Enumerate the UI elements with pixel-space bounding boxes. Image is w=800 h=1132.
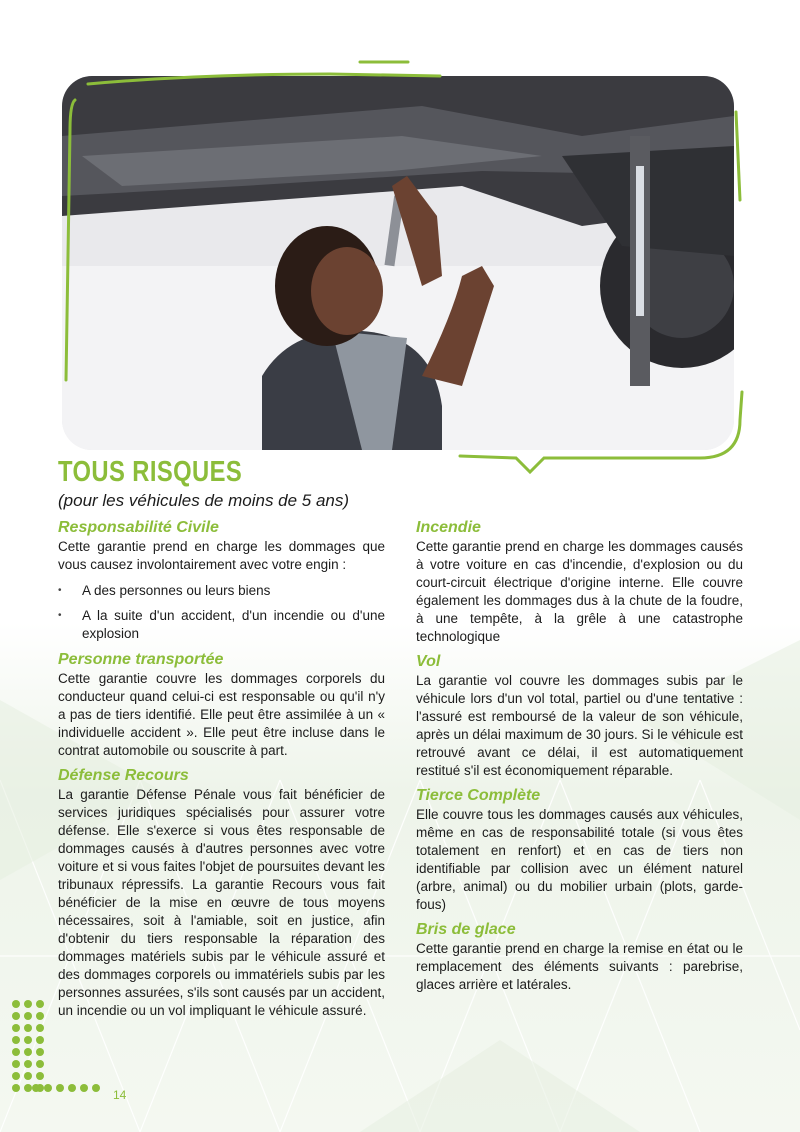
- list-item: • A la suite d'un accident, d'un incendie ou d'une explosion: [58, 607, 385, 643]
- section-vol: [416, 652, 743, 780]
- section-body: La garantie vol couvre les dommages subis par le véhicule lors d'un vol total, partiel ou d'une tentative : l'assuré est remboursé de la valeur de son véhicule, après un délai maximum de 30 jours. Si le véhicule est retrouvé avant ce délai, il est automatiquement restitué s'il est économiquement réparable.: [416, 673, 743, 778]
- section-body: Cette garantie prend en charge les dommages que vous causez involontairement avec votre engin :: [58, 539, 385, 572]
- photo-frame: [0, 0, 800, 520]
- section-title: Bris de glace: [416, 921, 516, 938]
- section-tierce-complete: [416, 786, 743, 914]
- list-item: • A des personnes ou leurs biens: [58, 582, 385, 600]
- right-column: [416, 518, 743, 1000]
- section-title: Vol: [416, 653, 441, 670]
- dot-row-icon: [30, 1082, 110, 1102]
- section-title: Personne transportée: [58, 651, 224, 668]
- page-title: TOUS RISQUES: [58, 456, 243, 488]
- section-body: La garantie Défense Pénale vous fait bénéficier de services juridiques spécialisés pour assurer votre défense. Elle s'exerce si vous êtes responsable de dommages causés à d'autres personnes avec votre voiture et si vous faites l'objet de poursuites devant les tribunaux répressifs. La garantie Recours vous fait bénéficier de la mise en œuvre de tous moyens nécessaires, soit à l'amiable, soit en justice, afin d'obtenir du tiers responsable la réparation des dommages matériels subis par le véhicule assuré et des dommages corporels ou immatériels subis par les personnes assurées, s'ils sont causés par un accident, un incendie ou un vol impliquant le véhicule assuré.: [58, 787, 385, 1018]
- section-title: Défense Recours: [58, 767, 189, 784]
- section-body: Cette garantie couvre les dommages corporels du conducteur quand celui-ci est responsable ou qu'il n'y a pas de tiers identifié. Elle peut être assimilée à un « individuelle accident ». Elle peut être incluse dans le contrat automobile ou souscrite à part.: [58, 671, 385, 758]
- section-incendie: [416, 518, 743, 646]
- section-body: Cette garantie prend en charge la remise en état ou le remplacement des éléments suivants : parebrise, glaces arrière et latérales.: [416, 941, 743, 992]
- left-column: [58, 518, 385, 1026]
- section-body: Cette garantie prend en charge les dommages causés à votre voiture en cas d'incendie, d'explosion ou du court-circuit électrique d'origine interne. Elle couvre également les dommages dus à la chute de la foudre, à une tempête, à la grêle à une catastrophe technologique: [416, 539, 743, 644]
- section-title: Incendie: [416, 519, 481, 536]
- section-responsabilite-civile: [58, 518, 385, 643]
- section-defense-recours: [58, 766, 385, 1020]
- bullet-list: [58, 582, 385, 643]
- page-number: 14: [113, 1088, 127, 1102]
- section-body: Elle couvre tous les dommages causés aux véhicules, même en cas de responsabilité totale (si vous êtes totalement en renfort) et en cas de tiers non identifiable par collision avec un élément naturel (arbre, animal) ou du mobilier urbain (plots, garde-fous): [416, 807, 743, 912]
- section-title: Responsabilité Civile: [58, 519, 219, 536]
- section-bris-de-glace: [416, 920, 743, 994]
- page-subtitle: (pour les véhicules de moins de 5 ans): [58, 491, 350, 510]
- section-title: Tierce Complète: [416, 787, 541, 804]
- section-personne-transportee: [58, 650, 385, 760]
